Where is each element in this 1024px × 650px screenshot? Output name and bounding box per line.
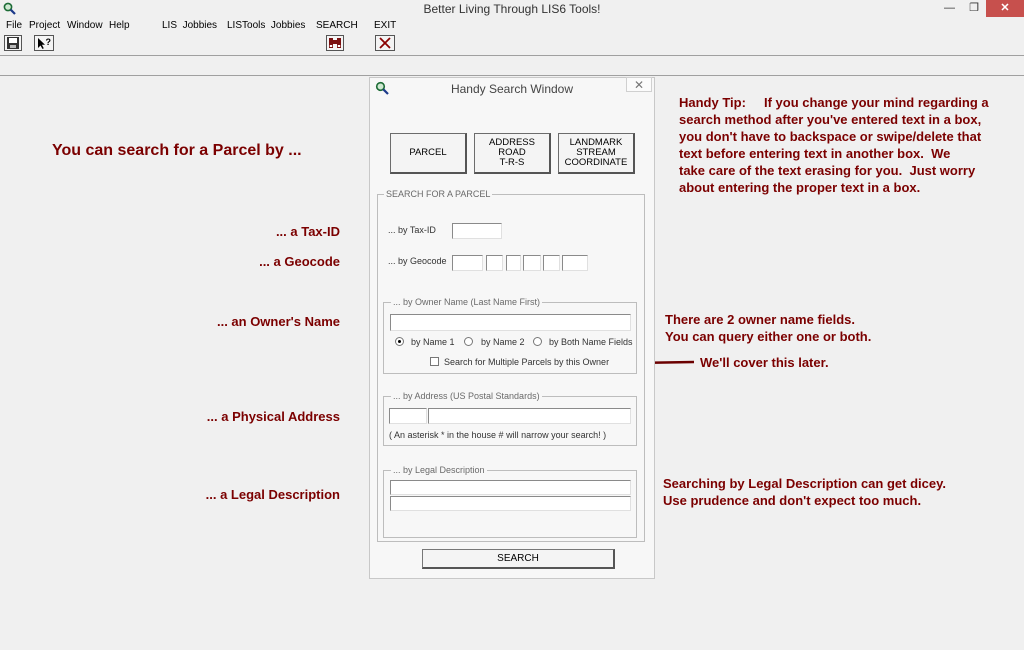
annotation-owner-name: ... an Owner's Name [216,314,340,329]
menu-file[interactable]: File [6,20,23,31]
geocode-label: ... by Geocode [388,256,447,266]
binoculars-icon [327,36,343,50]
annotation-headline: You can search for a Parcel by ... [52,142,302,159]
geocode-field-2[interactable] [486,255,503,271]
landmark-stream-coordinate-mode-button[interactable] [558,133,635,174]
note-line: You can query either one or both. [665,329,872,344]
menu-project[interactable]: Project [29,20,61,31]
multiple-parcels-label: Search for Multiple Parcels by this Owner [444,357,610,367]
annotation-physical-address: ... a Physical Address [206,409,340,424]
radio-name-1[interactable] [395,337,404,346]
house-number-input[interactable] [389,408,427,424]
radio-both-names[interactable] [533,337,542,346]
button-label: COORDINATE [564,157,628,168]
menu-bar [0,18,1024,34]
menu-listools-jobbies[interactable]: LISTools Jobbies [227,20,306,31]
menu-window[interactable]: Window [67,20,103,31]
owner-name-group-title: ... by Owner Name (Last Name First) [393,297,541,307]
tip-line: text before entering text in another box. We [679,146,951,161]
geocode-field-3[interactable] [506,255,521,271]
street-input[interactable] [428,408,631,424]
legal-description-group-title: ... by Legal Description [393,465,485,475]
tax-id-label: ... by Tax-ID [388,225,436,235]
context-help-button[interactable] [34,35,54,51]
close-window-button[interactable]: ✕ [986,0,1024,17]
tax-id-input[interactable] [452,223,502,239]
dialog-close-button[interactable]: ✕ [626,77,652,92]
geocode-field-4[interactable] [523,255,541,271]
address-hint: ( An asterisk * in the house # will narrow your search! ) [389,430,607,440]
tip-line: Handy Tip: If you change your mind regarding a [679,95,989,110]
minimize-button[interactable]: — [944,2,955,14]
legal-description-note [663,475,983,509]
legal-description-input-1[interactable] [390,480,631,495]
note-line: Use prudence and don't expect too much. [663,493,922,508]
menu-search[interactable]: SEARCH [316,20,358,31]
button-label: ADDRESS [489,137,535,148]
search-button[interactable]: SEARCH [422,549,615,569]
annotation-tax-id: ... a Tax-ID [275,224,340,239]
radio-name-2[interactable] [464,337,473,346]
save-icon [5,36,21,50]
later-note: We'll cover this later. [700,355,829,370]
address-road-trs-mode-button[interactable] [474,133,551,174]
geocode-field-5[interactable] [543,255,560,271]
client-area-divider [0,75,1024,76]
window-title: Better Living Through LIS6 Tools! [423,2,601,16]
button-label: T-R-S [499,157,525,168]
annotation-legal-description: ... a Legal Description [205,487,340,502]
radio-name-2-label: by Name 2 [481,337,525,347]
tip-line: take care of the text erasing for you. Just worry [679,163,976,178]
note-line: There are 2 owner name fields. [665,312,856,327]
save-button[interactable] [4,35,22,51]
button-label: LANDMARK [569,137,623,148]
owner-fields-note [665,311,965,345]
tip-line: you don't have to backspace or swipe/delete that [679,129,982,144]
menu-lis-jobbies[interactable]: LIS Jobbies [162,20,218,31]
geocode-field-6[interactable] [562,255,588,271]
parcel-mode-button[interactable] [390,133,467,174]
owner-name-input[interactable] [390,314,631,331]
note-line: Searching by Legal Description can get dicey. [663,476,946,491]
tip-line: about entering the proper text in a box. [679,180,921,195]
toolbar-divider [0,55,1024,56]
dialog-title: Handy Search Window [450,82,574,96]
close-x-icon [376,36,394,50]
exit-toolbar-button[interactable] [375,35,395,51]
menu-help[interactable]: Help [109,20,130,31]
button-label: ROAD [498,147,526,158]
geocode-field-1[interactable] [452,255,483,271]
handy-tip-note [679,94,1019,196]
multiple-parcels-checkbox[interactable] [430,357,439,366]
legal-description-input-2[interactable] [390,496,631,511]
tip-line: search method after you've entered text in a box, [679,112,982,127]
search-toolbar-button[interactable] [326,35,344,51]
button-label: STREAM [576,147,616,158]
context-help-icon [35,36,53,50]
address-group-title: ... by Address (US Postal Standards) [393,391,540,401]
radio-both-names-label: by Both Name Fields [549,337,633,347]
annotation-geocode: ... a Geocode [259,254,340,269]
search-for-parcel-group-title: SEARCH FOR A PARCEL [386,189,491,199]
menu-exit[interactable]: EXIT [374,20,397,31]
radio-name-1-label: by Name 1 [411,337,455,347]
svg-text:?: ? [45,37,51,47]
button-label: PARCEL [409,147,447,158]
maximize-button[interactable]: ❐ [969,2,979,14]
